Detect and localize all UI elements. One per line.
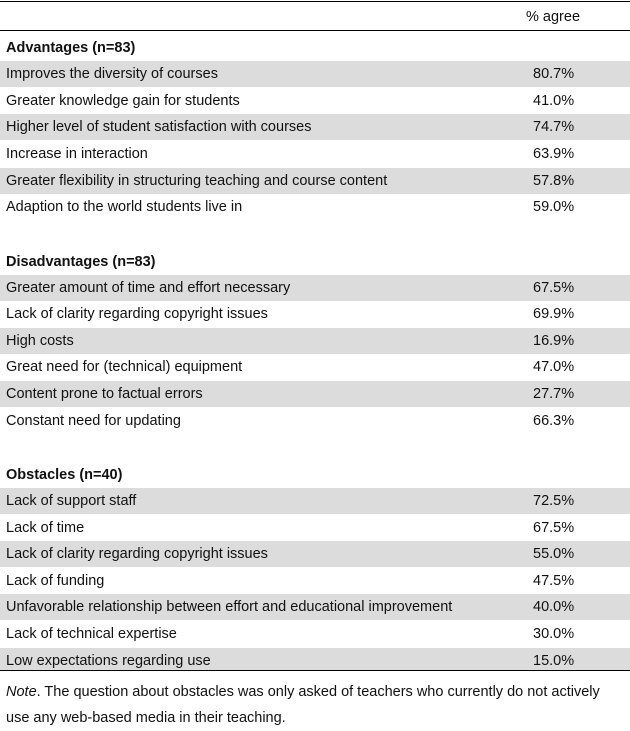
section-title-obstacles: Obstacles (n=40) — [6, 467, 123, 483]
row-value: 40.0% — [533, 599, 575, 615]
table-row — [0, 488, 630, 514]
row-value: 16.9% — [533, 333, 575, 349]
row-label: Adaption to the world students live in — [6, 199, 243, 215]
table-row — [0, 61, 630, 87]
row-value: 67.5% — [533, 520, 575, 536]
section-title-advantages: Advantages (n=83) — [6, 40, 136, 56]
row-label: Unfavorable relationship between effort and educational improvement — [6, 599, 453, 615]
section-title-disadvantages: Disadvantages (n=83) — [6, 254, 156, 270]
row-label: Lack of technical expertise — [6, 626, 177, 642]
row-value: 80.7% — [533, 66, 575, 82]
row-value: 47.5% — [533, 573, 575, 589]
row-value: 47.0% — [533, 359, 575, 375]
row-label: Lack of clarity regarding copyright issues — [6, 306, 268, 322]
row-label: Great need for (technical) equipment — [6, 359, 243, 375]
row-value: 59.0% — [533, 199, 575, 215]
table-row — [0, 141, 630, 167]
row-value: 30.0% — [533, 626, 575, 642]
row-value: 67.5% — [533, 280, 575, 296]
row-label: High costs — [6, 333, 74, 349]
row-label: Lack of time — [6, 520, 85, 536]
row-value: 55.0% — [533, 546, 575, 562]
row-label: Increase in interaction — [6, 146, 148, 162]
table-row — [0, 381, 630, 407]
row-value: 57.8% — [533, 173, 575, 189]
row-value: 69.9% — [533, 306, 575, 322]
row-label: Lack of funding — [6, 573, 105, 589]
table-row — [0, 275, 630, 301]
table-row — [0, 328, 630, 354]
table-row — [0, 194, 630, 220]
table-row — [0, 648, 630, 670]
table-header-rule — [0, 30, 630, 31]
row-label: Greater amount of time and effort necessary — [6, 280, 291, 296]
table-row — [0, 541, 630, 567]
row-value: 41.0% — [533, 93, 575, 109]
table-row — [0, 354, 630, 380]
row-label: Low expectations regarding use — [6, 653, 211, 669]
note-text: . The question about obstacles was only asked of teachers who currently do not actively use any web-based media in their teaching. — [6, 684, 600, 726]
note-prefix: Note — [6, 684, 37, 700]
row-label: Higher level of student satisfaction with courses — [6, 119, 312, 135]
table-row — [0, 594, 630, 620]
row-label: Improves the diversity of courses — [6, 66, 218, 82]
row-label: Lack of clarity regarding copyright issues — [6, 546, 268, 562]
row-label: Greater flexibility in structuring teaching and course content — [6, 173, 388, 189]
table-row — [0, 301, 630, 327]
row-label: Content prone to factual errors — [6, 386, 203, 402]
row-label: Lack of support staff — [6, 493, 137, 509]
table-bottom-rule — [0, 670, 630, 671]
table-note — [6, 679, 624, 731]
table-row — [0, 621, 630, 647]
row-value: 15.0% — [533, 653, 575, 669]
row-value: 72.5% — [533, 493, 575, 509]
table-row — [0, 114, 630, 140]
row-value: 74.7% — [533, 119, 575, 135]
row-label: Greater knowledge gain for students — [6, 93, 240, 109]
table-top-rule — [0, 1, 630, 2]
row-value: 27.7% — [533, 386, 575, 402]
column-header — [0, 9, 630, 29]
table-row — [0, 568, 630, 594]
row-label: Constant need for updating — [6, 413, 181, 429]
table-row — [0, 168, 630, 194]
row-value: 66.3% — [533, 413, 575, 429]
table-row — [0, 515, 630, 541]
table-row — [0, 88, 630, 114]
row-value: 63.9% — [533, 146, 575, 162]
column-header-label: % agree — [526, 9, 581, 25]
table-row — [0, 408, 630, 434]
